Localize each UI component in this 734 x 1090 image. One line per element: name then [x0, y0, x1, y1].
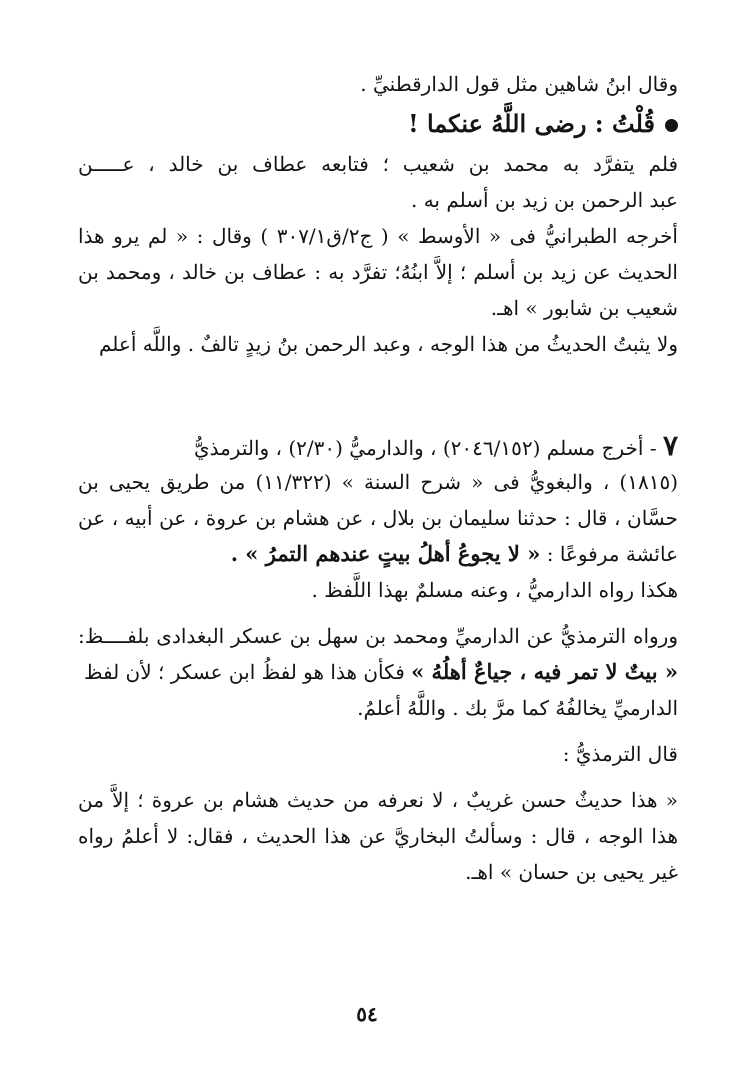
text-line: الدارميِّ يخالفُهُ كما مرَّ بك . واللَّهُ أعلمُ. — [357, 696, 678, 720]
text-line: قال الترمذيُّ : — [562, 742, 678, 766]
hadith-quote: « لا يجوعُ أهلُ بيتٍ عندهم التمرُ » . — [230, 541, 541, 566]
text-line: حسَّان ، قال : حدثنا سليمان بن بلال ، عن هشام بن عروة ، عن أبيه ، عن — [78, 506, 678, 530]
bullet-icon — [665, 119, 678, 132]
text-line — [78, 654, 678, 690]
paragraph-spacer — [78, 726, 678, 736]
hadith-quote: « بيتٌ لا تمر فيه ، جياعٌ أهلُهُ » — [411, 659, 678, 684]
heading-text: قُلْتُ : رضى اللَّهُ عنكما ! — [408, 109, 655, 138]
text-line: عبد الرحمن بن زيد بن أسلم به . — [410, 188, 678, 212]
hadith-entry-text: - أخرج مسلم (٢٠٤٦/١٥٢) ، والدارميُّ (٢/٣٠) ، والترمذيُّ — [193, 436, 657, 460]
text-line: هكذا رواه الدارميُّ ، وعنه مسلمٌ بهذا اللَّفظ . — [311, 578, 678, 602]
paragraph-spacer — [78, 772, 678, 782]
hadith-entry-line — [78, 428, 678, 464]
paragraph-spacer — [78, 608, 678, 618]
text-line: وقال ابنُ شاهين مثل قول الدارقطنيِّ . — [360, 72, 678, 96]
page-number: ٥٤ — [356, 1002, 378, 1026]
text-line: فلم يتفرَّد به محمد بن شعيب ؛ فتابعه عطاف بن خالد ، عـــــن — [78, 152, 678, 176]
text-line: ورواه الترمذيُّ عن الدارميِّ ومحمد بن سهل بن عسكر البغدادى بلفــــظ: — [78, 624, 678, 648]
text-line: هذا الوجه ، قال : وسألتُ البخاريَّ عن هذا الحديث ، فقال: لا أعلمُ رواه — [78, 824, 678, 848]
text-line: شعيب بن شابور » اهـ. — [490, 296, 678, 320]
text-line: (١٨١٥) ، والبغويُّ فى « شرح السنة » (١١/٣٢٢) من طريق يحيى بن — [78, 470, 678, 494]
text-line: أخرجه الطبرانيُّ فى « الأوسط » ( ج٢/ق٣٠٧/١ ) وقال : « لم يرو هذا — [78, 224, 678, 248]
section-heading — [78, 102, 678, 146]
text-line: « هذا حديثٌ حسن غريبٌ ، لا نعرفه من حديث هشام بن عروة ؛ إلاَّ من — [78, 788, 678, 812]
text-span: فكأن هذا هو لفظُ ابن عسكر ؛ لأن لفظ — [83, 660, 405, 684]
text-line: غير يحيى بن حسان » اهـ. — [465, 860, 678, 884]
hadith-number: ٧ — [662, 429, 678, 462]
text-span: عائشة مرفوعًا : — [546, 542, 678, 566]
section-spacer — [78, 362, 678, 428]
text-line: ولا يثبتُ الحديثُ من هذا الوجه ، وعبد الرحمن بنُ زيدٍ تالفٌ . واللَّه أعلم — [98, 332, 678, 356]
text-line — [78, 536, 678, 572]
text-line: الحديث عن زيد بن أسلم ؛ إلاَّ ابنُهُ؛ تفرَّد به : عطاف بن خالد ، ومحمد بن — [78, 260, 678, 284]
page-content — [78, 66, 678, 890]
